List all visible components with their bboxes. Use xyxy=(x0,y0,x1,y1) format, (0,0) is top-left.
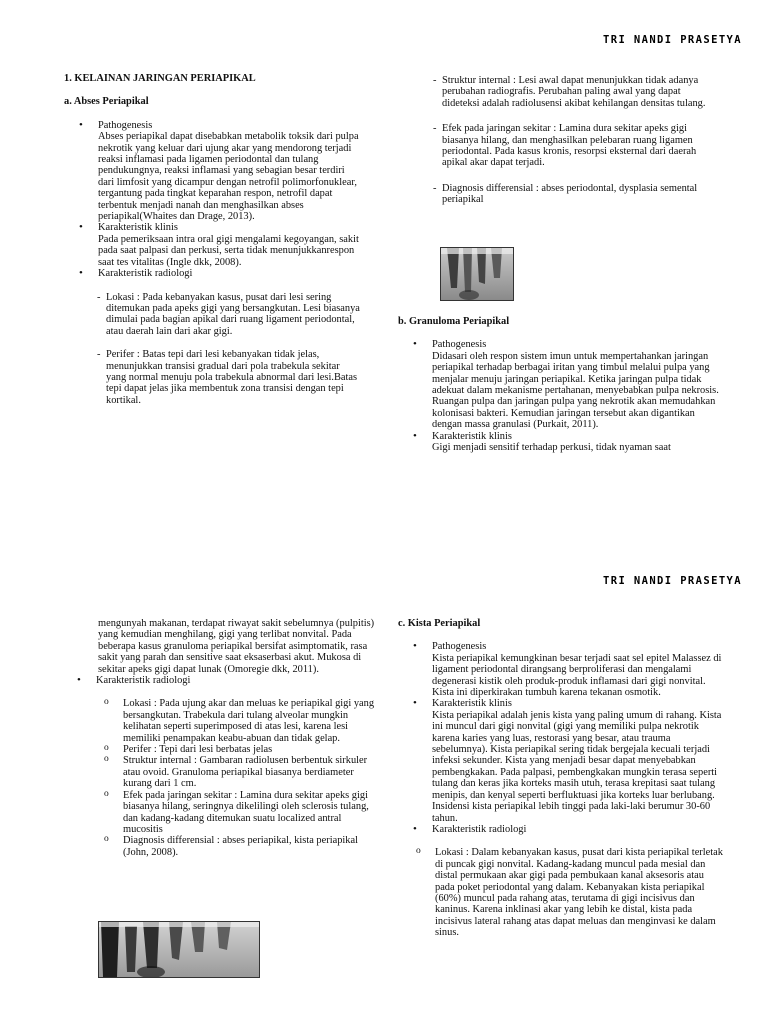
section-heading: 1. KELAINAN JARINGAN PERIAPIKAL xyxy=(64,73,256,84)
list-item xyxy=(76,222,360,268)
item-text: Didasari oleh respon sistem imun untuk mempertahankan jaringan periapikal terhadap berbagai iritan yang timbul melalui pulpa yang menjalar menuju jaringan periapikal. Ketika jaringan pulpa tidak adekuat dalam mekanisme pertahanan, menyebabkan pulpa nekrosis. Ruangan pulpa dan jaringan pulpa yang nekrotik akan memudahkan kolonisasi bakteri. Kemudian jaringan tersebut akan digantikan dengan massa granulasi (Purkait, 2011). xyxy=(432,350,719,431)
list-item xyxy=(410,698,724,823)
abses-diagnosis: - Diagnosis differensial : abses periodontal, dysplasia semental periapikal xyxy=(430,183,718,206)
xray-image-granuloma xyxy=(98,921,260,978)
xray-granuloma-graphic xyxy=(99,922,259,977)
abses-lokasi: - Lokasi : Pada kebanyakan kasus, pusat dari lesi sering ditemukan pada apeks gigi yang bersangkutan. Lesi biasanya dimulai pada bagian apikal dari ruang ligament periodontal, atau daerah lain dari akar gigi. xyxy=(94,292,360,338)
abses-efek: - Efek pada jaringan sekitar : Lamina dura sekitar apeks gigi biasanya hilang, dan menghasilkan pelebaran ruang ligamen periodontal. Pada kasus kronis, resorpsi eksternal dari daerah apikal akar dapat terjadi. xyxy=(430,123,718,169)
list-item xyxy=(410,431,724,454)
subheading-abses: a. Abses Periapikal xyxy=(64,96,149,108)
list-item: o Struktur internal : Gambaran radiolusen berbentuk sirkuler atau ovoid. Granuloma periapikal biasanya berdiameter kurang dari 1 cm. xyxy=(98,755,380,789)
list-item xyxy=(410,641,724,698)
abses-list xyxy=(76,120,360,280)
granuloma-section xyxy=(398,316,724,453)
granuloma-list xyxy=(410,339,724,453)
subheading-kista: c. Kista Periapikal xyxy=(398,618,481,629)
list-item: o Perifer : Tepi dari lesi berbatas jelas xyxy=(98,744,380,755)
item-title: • Pathogenesis xyxy=(98,119,153,131)
item-text: Abses periapikal dapat disebabkan metabolik toksik dari pulpa nekrotik yang keluar dari ujung akar yang mendorong terjadi reaksi inflamasi pada ligamen periodontal dan tulang pendukungnya, reaksi inflamasi yang sebagian besar terdiri dari limfosit yang dicampur dengan netrofil polimorfonuklear, tergantung pada tingkat keparahan respon, netrofil dapat terbentuk menjadi nanah dan menghasilkan abses periapikal(Whaites dan Drage, 2013). xyxy=(98,131,359,223)
item-title: • Karakteristik radiologi xyxy=(96,675,191,687)
left-column xyxy=(64,73,360,406)
author-header: TRI NANDI PRASETYA xyxy=(603,575,742,587)
kista-section xyxy=(398,618,724,939)
item-title: • Karakteristik klinis xyxy=(98,222,178,234)
kista-list xyxy=(410,641,724,835)
item-text: Gigi menjadi sensitif terhadap perkusi, tidak nyaman saat xyxy=(432,442,671,454)
abses-perifer: - Perifer : Batas tepi dari lesi kebanyakan tidak jelas, menunjukkan transisi gradual dari pola trabekula sekitar yang normal menuju pola trabekula abnormal dari lesi.Batas tepi dapat jelas jika membentuk zona transisi dengan tepi kortikal. xyxy=(94,349,360,406)
item-text: Kista periapikal adalah jenis kista yang paling umum di rahang. Kista ini muncul dari gigi nonvital (gigi yang memiliki pulpa nekrotik karena karies yang luas, restorasi yang besar, atau trauma sebelumnya). Kista periapikal sering tidak bergejala kecuali terjadi infeksi sekunder. Kista yang menjadi besar dapat menyebabkan pembengkakan. Pada palpasi, pembengkakan mungkin terasa seperti tulang dan keras jika korteks masih utuh, terasa krepitasi saat tulang menipis, dan kenyal seperti berfluktuasi jika korteks luar berlubang. Insidensi kista periapikal lebih tinggi pada laki-laki berumur 30-60 tahun. xyxy=(432,709,722,824)
author-header: TRI NANDI PRASETYA xyxy=(603,34,742,46)
item-text: Pada pemeriksaan intra oral gigi mengalami kegoyangan, sakit pada saat palpasi dan perkusi, serta tidak menunjukkanrespon saat tes vitalitas (Ingle dkk, 2008). xyxy=(98,233,359,268)
item-title: • Pathogenesis xyxy=(432,641,487,653)
list-item: o Lokasi : Dalam kebanyakan kasus, pusat dari kista periapikal terletak di puncak gigi nonvital. Kadang-kadang muncul pada mesial dan distal permukaan akar gigi pada pembukaan kanal aksesoris atau pada poket periodontal yang dalam. Kebanyakan kista periapikal (60%) muncul pada rahang atas, terutama di gigi incisivus dan kaninus. Karena inklinasi akar yang lebih ke distal, kista pada incisivus lateral rahang atas dapat meluas dan menginvasi ke dalam sinus. xyxy=(410,847,724,938)
granuloma-radio-sublist xyxy=(98,698,380,858)
list-item xyxy=(76,268,360,279)
item-text: Kista periapikal kemungkinan besar terjadi saat sel epitel Malassez di ligament periodontal dirangsang berproliferasi dan mengalami degenerasi kistik oleh produk-produk inflamasi dari gigi nonvital. Kista ini diperkirakan tumbuh karena tekanan osmotik. xyxy=(432,652,722,699)
list-item xyxy=(76,120,360,223)
list-item xyxy=(410,824,724,835)
xray-image-abses xyxy=(440,247,514,301)
item-title: • Karakteristik klinis xyxy=(432,698,512,710)
page-2 xyxy=(0,512,768,1024)
item-title: • Karakteristik radiologi xyxy=(98,268,193,280)
list-item: o Lokasi : Pada ujung akar dan meluas ke periapikal gigi yang bersangkutan. Trabekula dari tulang alveolar mungkin kelihatan seperti superimposed di atas lesi, karena lesi memiliki penampakan keabu-abuan dan tidak gelap. xyxy=(98,698,380,744)
list-item: o Efek pada jaringan sekitar : Lamina dura sekitar apeks gigi biasanya hilang, seringnya dikelilingi oleh sclerosis tulang, dan kadang-kadang ditemukan suatu localized antral mucositis xyxy=(98,790,380,836)
list-item xyxy=(410,339,724,430)
kista-radio-sublist xyxy=(410,847,724,938)
granuloma-klinis-continued: mengunyah makanan, terdapat riwayat sakit sebelumnya (pulpitis) yang kemudian menghilang, gigi yang terlibat nonvital. Pada beberapa kasus granuloma periapikal bersifat asimptomatik, rasa sakit yang parah dan sensitive saat eksaserbasi akut. Mukosa di sekitar apeks gigi dapat lunak (Omoregie dkk, 2011). xyxy=(98,618,375,675)
abses-struktur: - Struktur internal : Lesi awal dapat menunjukkan tidak adanya perubahan radiografis. Perubahan paling awal yang dapat dideteksi adalah radiolusensi akibat kehilangan densitas tulang. xyxy=(430,75,718,109)
list-item xyxy=(74,675,380,686)
left-column xyxy=(98,618,380,858)
granuloma-radio-list xyxy=(74,675,380,686)
item-title: • Karakteristik klinis xyxy=(432,430,512,442)
list-item: o Diagnosis differensial : abses periapikal, kista periapikal (John, 2008). xyxy=(98,835,380,858)
subheading-granuloma: b. Granuloma Periapikal xyxy=(398,316,510,327)
item-title: • Pathogenesis xyxy=(432,339,487,351)
right-column xyxy=(430,75,718,206)
item-title: • Karakteristik radiologi xyxy=(432,823,527,835)
xray-abses-graphic xyxy=(441,248,513,300)
